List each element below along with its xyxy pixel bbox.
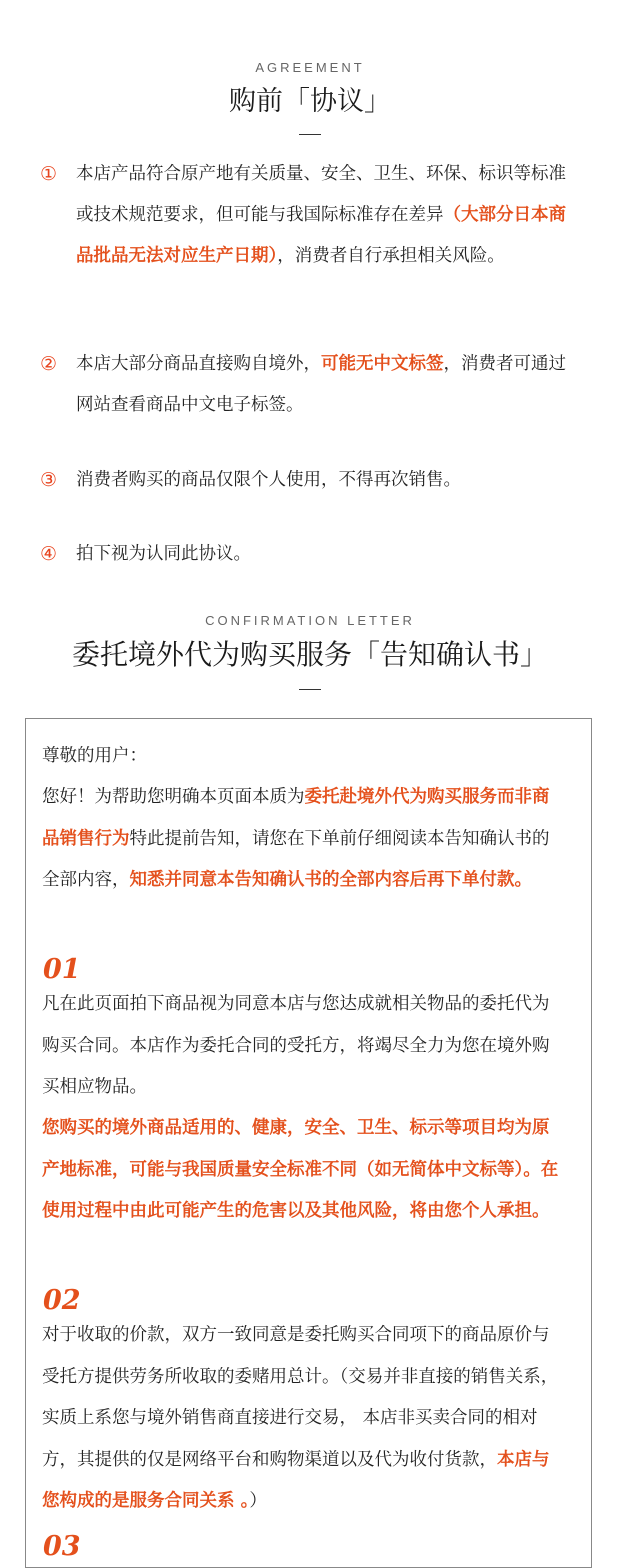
item-text: 本店产品符合原产地有关质量、安全、卫生、环保、标识等标准或技术规范要求，但可能与我国际标准存在差异（大部分日本商品批品无法对应生产日期），消费者自行承担相关风险。	[76, 164, 566, 266]
confirmation-eyebrow: CONFIRMATION LETTER	[205, 613, 415, 628]
section-02-text: 对于收取的价款，双方一致同意是委托购买合同项下的商品原价与受托方提供劳务所收取的委赌用总计。（交易并非直接的销售关系，实质上系您与境外销售商直接进行交易， 本店非买卖合同的相对方，其提供的仅是网络平台和购物渠道以及代为收付货款，本店与您构成的是服务合同关系 。）	[42, 1325, 559, 1511]
section-01-warning: 您购买的境外商品适用的、健康，安全、卫生、标示等项目均为原产地标准，可能与我国质量安全标准不同（如无简体中文标等）。在使用过程中由此可能产生的危害以及其他风险，将由您个人承担。	[42, 1118, 559, 1221]
intro-paragraph: 您好！为帮助您明确本页面本质为委托赴境外代为购买服务而非商品销售行为特此提前告知，请您在下单前仔细阅读本告知确认书的全部内容，知悉并同意本告知确认书的全部内容后再下单付款。	[42, 787, 550, 890]
section-number-01: 01	[43, 954, 81, 985]
item-text: 消费者购买的商品仅限个人使用，不得再次销售。	[76, 470, 461, 490]
agreement-item-4	[40, 534, 580, 575]
item-text: 拍下视为认同此协议。	[76, 544, 251, 564]
section-number-02: 02	[43, 1285, 81, 1316]
intro-highlight-consent: 知悉并同意本告知确认书的全部内容后再下单付款。	[129, 870, 532, 890]
agreement-eyebrow: AGREEMENT	[255, 60, 365, 75]
item-number: ②	[40, 353, 58, 375]
greeting: 尊敬的用户：	[42, 746, 147, 766]
item-highlight: 可能无中文标签	[321, 354, 444, 374]
agreement-item-1	[40, 154, 580, 277]
item-text: 本店大部分商品直接购自境外，可能无中文标签，消费者可通过网站查看商品中文电子标签。	[76, 354, 566, 415]
agreement-title: 购前「协议」	[229, 86, 391, 117]
confirmation-divider	[299, 689, 321, 690]
item-number: ④	[40, 543, 58, 565]
agreement-divider	[299, 134, 321, 135]
section-01-text: 凡在此页面拍下商品视为同意本店与您达成就相关物品的委托代为购买合同。本店作为委托合同的受托方，将竭尽全力为您在境外购买相应物品。	[42, 994, 550, 1097]
agreement-item-3	[40, 460, 580, 501]
section-number-03: 03	[43, 1531, 81, 1562]
item-number: ①	[40, 163, 58, 185]
confirmation-title: 委托境外代为购买服务「告知确认书」	[71, 638, 548, 671]
item-number: ③	[40, 469, 58, 491]
agreement-item-2	[40, 344, 580, 426]
item-highlight: （大部分日本商品批品无法对应生产日期）	[76, 205, 566, 266]
section-02-highlight: 本店与您构成的是服务合同关系 。	[42, 1449, 550, 1511]
intro-highlight-service: 委托赴境外代为购买服务而非商品销售行为	[42, 787, 550, 849]
